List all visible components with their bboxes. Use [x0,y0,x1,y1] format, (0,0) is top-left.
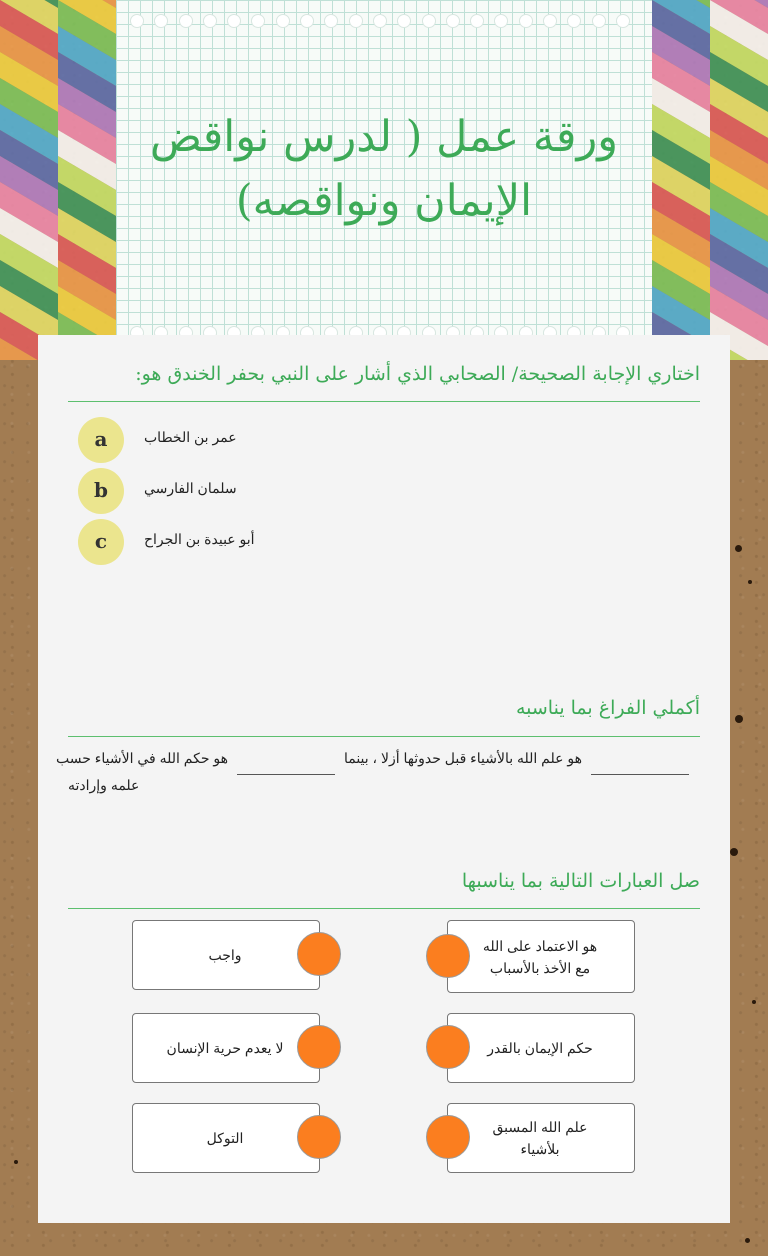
option-c[interactable] [78,519,378,565]
notebook-hole [616,14,630,28]
notebook-hole [349,14,363,28]
match-connector-left-2[interactable] [297,1025,341,1069]
question1-title: اختاري الإجابة الصحيحة/ الصحابي الذي أشار على النبي بحفر الخندق هو: [135,363,700,385]
notebook-hole [592,14,606,28]
cork-speckle [745,1238,750,1243]
match-item-text: هو الاعتماد على الله مع الأخذ بالأسباب [482,937,598,976]
notebook-hole [470,14,484,28]
option-letter-bubble[interactable]: a [78,417,124,463]
option-label: عمر بن الخطاب [144,429,237,445]
cork-speckle [748,580,752,584]
notebook-hole [397,14,411,28]
match-item-left-3[interactable] [132,1103,320,1173]
cork-speckle [735,715,743,723]
sentence-part-1: هو علم الله بالأشياء قبل حدوثها أزلا ، بينما [343,750,582,766]
match-item-text: حكم الإيمان بالقدر [487,1040,593,1056]
chevron-pattern-left [0,0,116,360]
worksheet-sheet [38,335,730,1223]
option-label: أبو عبيدة بن الجراح [144,531,255,547]
worksheet-header [0,0,768,360]
chevron-pattern-right [652,0,768,360]
notebook-hole [251,14,265,28]
sentence-part-3: علمه وإرادته [68,777,140,793]
match-item-text: واجب [208,947,242,963]
match-connector-right-3[interactable] [426,1115,470,1159]
notebook-hole [324,14,338,28]
cork-speckle [14,1160,18,1164]
match-connector-left-3[interactable] [297,1115,341,1159]
question3-title: صل العبارات التالية بما يناسبها [461,870,700,892]
notebook-hole [130,14,144,28]
option-letter-bubble[interactable]: c [78,519,124,565]
blank-field-2[interactable] [237,774,335,775]
notebook-hole [519,14,533,28]
question2-divider [68,736,700,737]
notebook-hole [227,14,241,28]
match-item-left-2[interactable] [132,1013,320,1083]
notebook-hole [154,14,168,28]
notebook-hole [567,14,581,28]
match-connector-right-2[interactable] [426,1025,470,1069]
notebook-hole [446,14,460,28]
cork-speckle [730,848,738,856]
sentence-part-2: هو حكم الله في الأشياء حسب [56,750,228,766]
match-connector-left-1[interactable] [297,932,341,976]
question2-title: أكملي الفراغ بما يناسبه [515,697,700,719]
notebook-hole [422,14,436,28]
notebook-hole [494,14,508,28]
match-item-left-1[interactable] [132,920,320,990]
match-item-text: علم الله المسبق بلأشياء [492,1119,588,1157]
option-a[interactable] [78,417,378,463]
notebook-hole [300,14,314,28]
blank-field-1[interactable] [591,774,689,775]
question3-divider [68,908,700,909]
option-b[interactable] [78,468,378,514]
question1-divider [68,401,700,402]
match-item-right-1[interactable] [447,920,635,993]
notebook-hole [373,14,387,28]
cork-speckle [735,545,742,552]
fill-in-sentence [38,750,730,810]
match-item-right-2[interactable] [447,1013,635,1083]
notebook-hole [276,14,290,28]
match-item-text: التوكل [206,1130,244,1146]
option-label: سلمان الفارسي [144,480,237,496]
notebook-hole [543,14,557,28]
notebook-hole [179,14,193,28]
match-item-text: لا يعدم حرية الإنسان [166,1040,284,1056]
option-letter-bubble[interactable]: b [78,468,124,514]
match-connector-right-1[interactable] [426,934,470,978]
match-item-right-3[interactable] [447,1103,635,1173]
notebook-holes-top [130,14,630,30]
cork-speckle [752,1000,756,1004]
notebook-hole [203,14,217,28]
worksheet-title: ورقة عمل ( لدرس نواقض الإيمان ونواقصه) [150,112,618,226]
